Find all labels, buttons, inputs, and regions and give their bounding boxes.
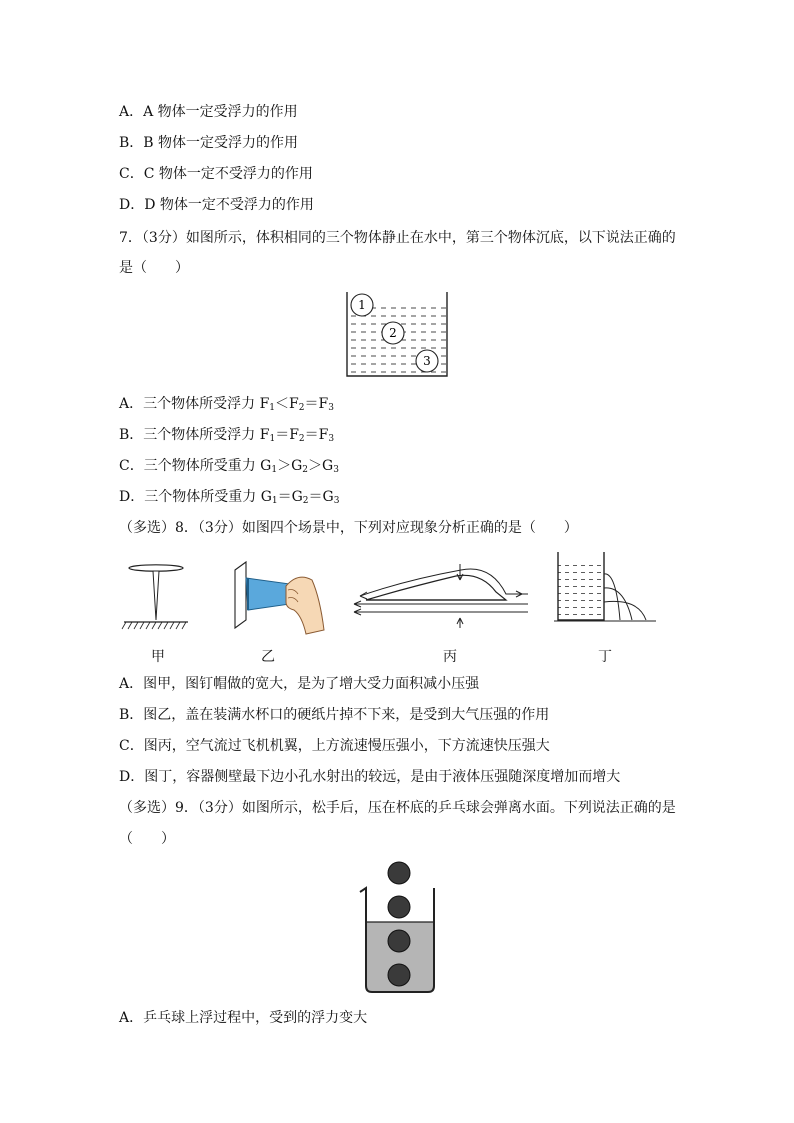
q7-option-d: D．三个物体所受重力 $G_1=G_2=G_3$ (119, 489, 340, 506)
object-1-label: 1 (358, 298, 366, 312)
q7-stem-line1: 7．（3分）如图所示，体积相同的三个物体静止在水中，第三个物体沉底，以下说法正确的 (119, 230, 676, 246)
q7-option-c: C．三个物体所受重力 $G_1>G_2>G_3$ (119, 458, 339, 475)
wing-airflow-figure (346, 558, 536, 634)
q7-option-b: B．三个物体所受浮力 $F_1=F_2=F_3$ (119, 427, 335, 444)
q6-option-d: D．D 物体一定不受浮力的作用 (119, 197, 314, 213)
q9-stem-line2: （ ） (119, 831, 175, 847)
q7-stem-line2: 是（ ） (119, 260, 189, 276)
q7-beaker-figure (340, 288, 452, 380)
ping-pong-beaker-figure (358, 858, 442, 998)
q8-stem: （多选）8．（3分）如图四个场景中，下列对应现象分析正确的是（ ） (119, 520, 578, 536)
q6-option-b: B．B 物体一定受浮力的作用 (119, 135, 299, 151)
container-jets-figure (548, 548, 660, 626)
q8-option-c: C．图丙，空气流过飞机机翼，上方流速慢压强小，下方流速快压强大 (119, 738, 550, 754)
q7-option-a: A．三个物体所受浮力 $F_1<F_2=F_3$ (119, 396, 334, 413)
thumbtack-figure (120, 562, 192, 634)
object-3-label: 3 (423, 354, 431, 368)
q6-option-a: A．A 物体一定受浮力的作用 (119, 104, 298, 120)
q6-option-c: C．C 物体一定不受浮力的作用 (119, 166, 313, 182)
cup-card-figure (228, 558, 328, 638)
caption-bing: 丙 (443, 649, 457, 665)
q8-option-b: B．图乙，盖在装满水杯口的硬纸片掉不下来，是受到大气压强的作用 (119, 707, 550, 723)
q8-option-d: D．图丁，容器侧壁最下边小孔水射出的较远，是由于液体压强随深度增加而增大 (119, 769, 621, 785)
q9-option-a: A．乒乓球上浮过程中，受到的浮力变大 (119, 1010, 368, 1026)
q9-stem-line1: （多选）9．（3分）如图所示，松手后，压在杯底的乒乓球会弹离水面。下列说法正确的是 (119, 800, 676, 816)
object-2-label: 2 (389, 326, 397, 340)
caption-jia: 甲 (151, 649, 165, 665)
caption-yi: 乙 (261, 649, 275, 665)
caption-ding: 丁 (598, 649, 612, 665)
q8-option-a: A．图甲，图钉帽做的宽大，是为了增大受力面积减小压强 (119, 676, 480, 692)
